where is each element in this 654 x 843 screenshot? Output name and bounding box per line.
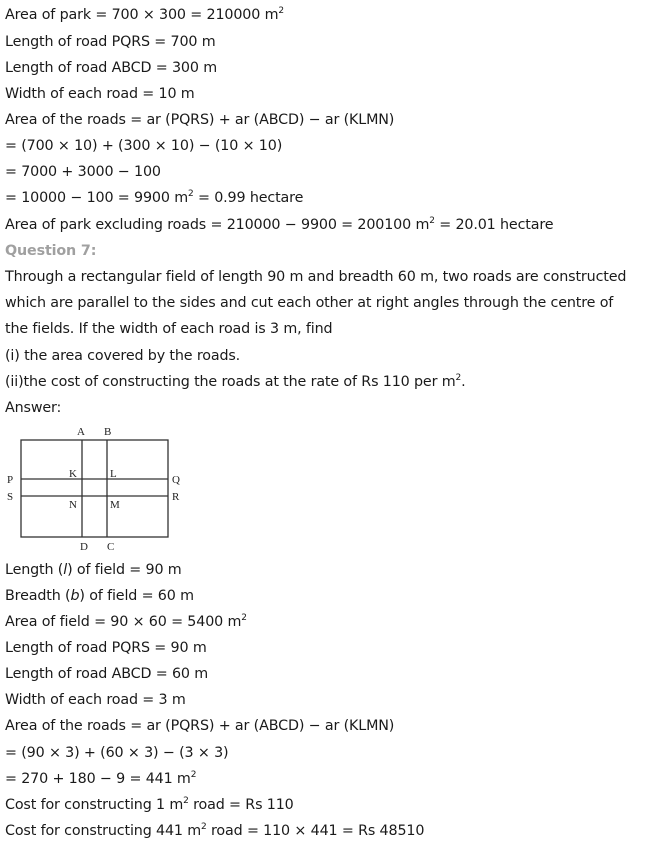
- text-line: Length (l) of field = 90 m: [5, 562, 182, 578]
- label-Q: Q: [172, 474, 180, 486]
- question-text-line: Through a rectangular field of length 90 m and breadth 60 m, two roads are constructed: [5, 269, 627, 285]
- question-heading: Question 7:: [5, 243, 97, 259]
- label-D: D: [80, 541, 88, 553]
- text-line: = 7000 + 3000 − 100: [5, 164, 161, 180]
- label-P: P: [7, 474, 14, 486]
- label-S: S: [7, 491, 14, 503]
- question-part-ii: (ii)the cost of constructing the roads at the rate of Rs 110 per $m^2$.: [5, 373, 466, 390]
- label-N: N: [69, 499, 77, 511]
- text-line: Length of road ABCD = 60 m: [5, 666, 209, 682]
- text-line: Cost for constructing 441 $m^2$ road = 110 × 441 = Rs 48510: [5, 822, 425, 839]
- text-line: Width of each road = 10 m: [5, 86, 195, 102]
- question-part-i: (i) the area covered by the roads.: [5, 348, 241, 364]
- text-line: = (700 × 10) + (300 × 10) − (10 × 10): [5, 138, 283, 154]
- text-line: Length of road ABCD = 300 m: [5, 60, 217, 76]
- text-line: Area of field = 90 × 60 = 5400 $m^2$: [5, 613, 247, 630]
- text-line: Area of park = 700 × 300 = 210000 $m^2$: [5, 6, 284, 23]
- label-K: K: [69, 468, 77, 480]
- question-text-line: the fields. If the width of each road is 3 m, find: [5, 321, 333, 337]
- text-line: Area of the roads = ar (PQRS) + ar (ABCD) − ar (KLMN): [5, 112, 395, 128]
- text-line: Breadth (b) of field = 60 m: [5, 588, 194, 604]
- text-line: Area of the roads = ar (PQRS) + ar (ABCD) − ar (KLMN): [5, 718, 395, 734]
- answer-label: Answer:: [5, 400, 62, 416]
- label-A: A: [77, 426, 85, 438]
- label-B: B: [104, 426, 112, 438]
- text-line: = 10000 − 100 = 9900 $m^2 = 0.99$ hectare: [5, 189, 304, 206]
- label-C: C: [107, 541, 115, 553]
- text-line: Length of road PQRS = 700 m: [5, 34, 216, 50]
- field-roads-diagram: [5, 420, 205, 555]
- text-line: Width of each road = 3 m: [5, 692, 186, 708]
- text-line: = (90 × 3) + (60 × 3) − (3 × 3): [5, 745, 229, 761]
- text-line: Length of road PQRS = 90 m: [5, 640, 207, 656]
- label-L: L: [110, 468, 117, 480]
- question-text-line: which are parallel to the sides and cut each other at right angles through the centre of: [5, 295, 614, 311]
- label-M: M: [110, 499, 120, 511]
- text-line: = 270 + 180 − 9 = 441 $m^2$: [5, 770, 197, 787]
- text-line: Cost for constructing 1 $m^2$ road = Rs 110: [5, 796, 294, 813]
- label-R: R: [172, 491, 180, 503]
- text-line: Area of park excluding roads = 210000 − 9900 = 200100 $m^2 = 20.01$ hectare: [5, 216, 554, 233]
